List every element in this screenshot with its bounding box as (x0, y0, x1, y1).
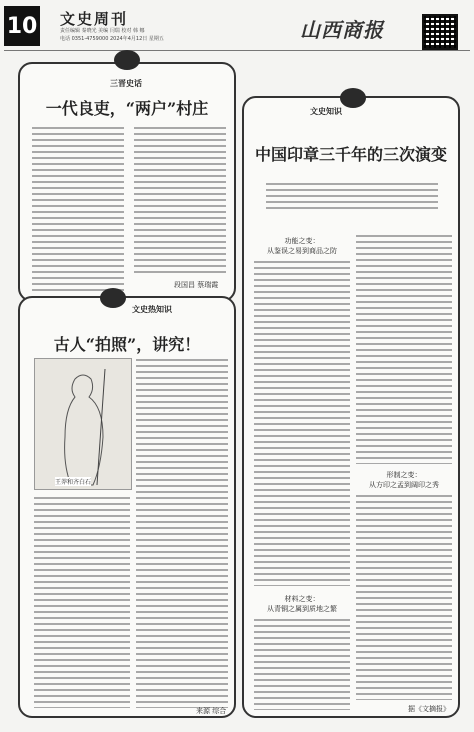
article-box-seals (242, 96, 460, 718)
article-headline: 古人“拍照”，讲究！ (53, 335, 201, 354)
article-body (136, 358, 228, 708)
info-line-2: 电话 0351-4759000 2024年4月12日 星期五 (60, 36, 164, 42)
column-badge: 文史热知识 (132, 305, 172, 314)
article-box-history (18, 62, 236, 302)
article-body (356, 234, 452, 464)
article-author: 来源 综合 (196, 707, 227, 715)
article-body (34, 496, 130, 708)
section-title: 文史周刊 (60, 10, 129, 28)
ornament-icon (114, 50, 140, 70)
ornament-icon (340, 88, 366, 108)
newspaper-logo: 山西商报 (300, 18, 384, 42)
article-body (32, 126, 124, 292)
subheading-form: 形制之变： 从方印之孟到阔印之秀 (369, 471, 439, 489)
page-number: 10 (4, 6, 40, 46)
column-badge: 三晋史话 (110, 79, 142, 88)
article-headline: 一代良吏，“两户”村庄 (45, 99, 209, 118)
masthead-info (60, 27, 280, 43)
subheading-material: 材料之变： 从青铜之属到质地之繁 (267, 595, 337, 613)
ornament-icon (100, 288, 126, 308)
article-body (356, 494, 452, 700)
column-badge: 文史知识 (310, 107, 342, 116)
article-box-trivia (18, 296, 236, 718)
header-rule (4, 50, 470, 51)
article-headline: 中国印章三千年的三次演变 (254, 145, 447, 164)
article-body (254, 260, 350, 586)
subheading-function: 功能之变： 从鉴误之易到商品之防 (267, 237, 337, 255)
article-body (134, 126, 226, 276)
article-author: 据《文摘报》 (408, 705, 450, 713)
portrait-painting (34, 358, 132, 490)
painting-caption: 王莽和齐白石 (55, 479, 92, 486)
qr-code-icon (422, 14, 458, 50)
article-author: 段国昌 蔡瑞霞 (174, 281, 219, 289)
info-line-1: 责任编辑 秦晓光 美编 闫瑞 校对 韩 娜 (60, 28, 145, 34)
article-lead (266, 182, 438, 212)
article-body (254, 618, 350, 710)
